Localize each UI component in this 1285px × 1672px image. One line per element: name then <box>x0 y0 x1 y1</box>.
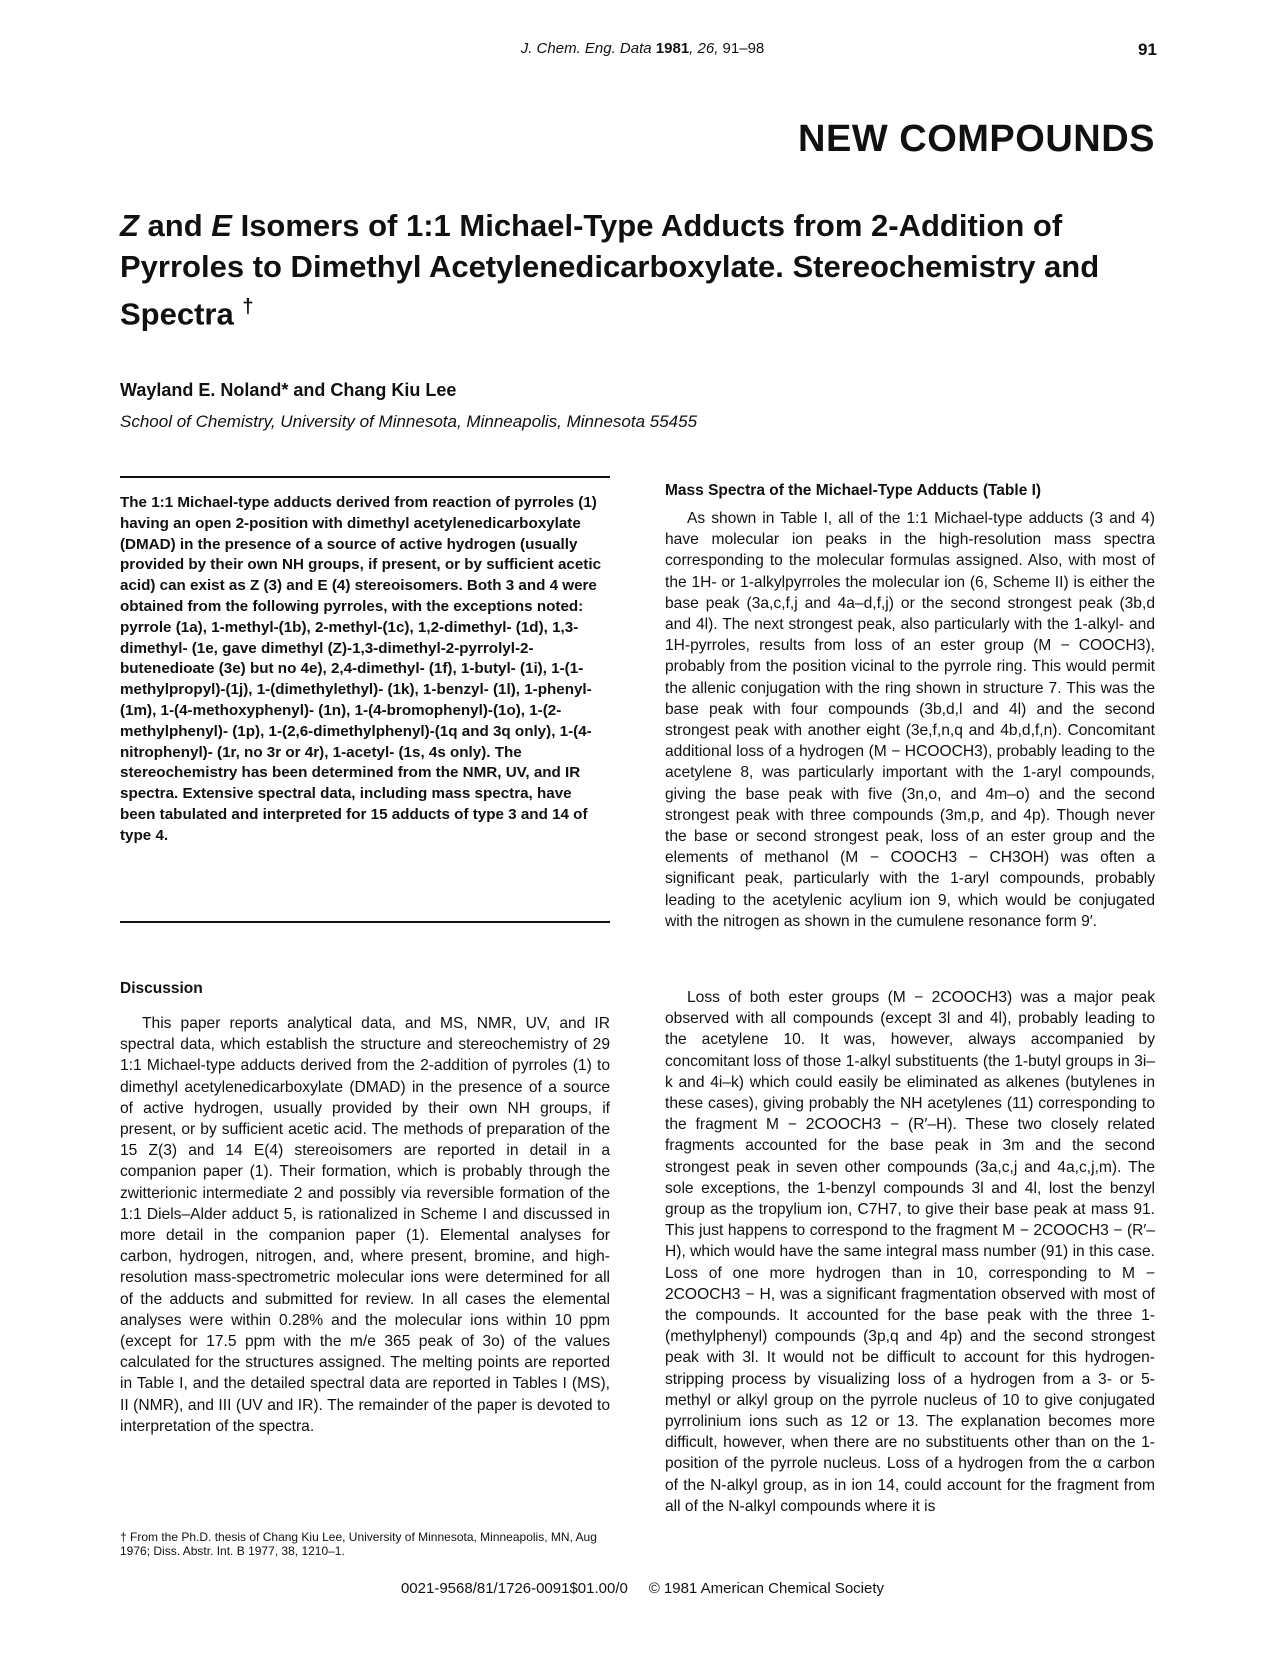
discussion-paragraph: This paper reports analytical data, and MS, NMR, UV, and IR spectral data, which establish the structure and stereochemistry of 29 1:1 Michael-type adducts derived from the 2-addition of pyrroles (1) to dimethyl acetylenedicarboxylate (DMAD) in the presence of a source of active hydrogen, usually provided by their own NH groups, if present, or by sufficient acetic acid. The methods of preparation of the 15 Z(3) and 14 E(4) stereoisomers are reported in detail in a companion paper (1). Their formation, which is probably through the zwitterionic intermediate 2 and possibly via reversible formation of the 1:1 Diels–Alder adduct 5, is rationalized in Scheme I and discussed in more detail in the companion paper (1). Elemental analyses for carbon, hydrogen, nitrogen, and, where present, bromine, and high-resolution mass-spectrometric molecular ions were determined for all of the adducts and submitted for review. In all cases the elemental analyses were within 0.28% and the molecular ions within 10 ppm (except for 17.5 ppm with the m/e 365 peak of 3o) of the values calculated for the structures assigned. The melting points are reported in Table I, and the detailed spectral data are reported in Tables I (MS), II (NMR), and III (UV and IR). The remainder of the paper is devoted to interpretation of the spectra. <box>120 1015 610 1435</box>
article-code: 0021-9568/81/1726-0091$01.00/0 <box>400 1580 628 1597</box>
journal-name: J. Chem. Eng. Data <box>520 40 652 57</box>
article-title <box>120 205 1160 334</box>
footnote: † From the Ph.D. thesis of Chang Kiu Lee, University of Minnesota, Minneapolis, MN, Aug 1976; Diss. Abstr. Int. B 1977, 38, 1210–1. <box>120 1530 597 1558</box>
abstract: The 1:1 Michael-type adducts derived from reaction of pyrroles (1) having an open 2-position with dimethyl acetylenedicarboxylate (DMAD) in the presence of a source of active hydrogen (usually provided by their own NH groups, if present, or by sufficient acetic acid) can exist as Z (3) and E (4) stereoisomers. Both 3 and 4 were obtained from the following pyrroles, with the exceptions noted: pyrrole (1a), 1-methyl-(1b), 2-methyl-(1c), 1,2-dimethyl- (1d), 1,3-dimethyl- (1e, gave dimethyl (Z)-1,3-dimethyl-2-pyrrolyl-2-butenedioate (3e) but no 4e), 2,4-dimethyl- (1f), 1-butyl- (1i), 1-(1-methylpropyl)-(1j), 1-(dimethylethyl)- (1k), 1-benzyl- (1l), 1-phenyl-(1m), 1-(4-methoxyphenyl)- (1n), 1-(4-bromophenyl)-(1o), 1-(2-methylphenyl)- (1p), 1-(2,6-dimethylphenyl)-(1q and 3q only), 1-(4-nitrophenyl)- (1r, no 3r or 4r), 1-acetyl- (1s, 4s only). The stereochemistry has been determined from the NMR, UV, and IR spectra. Extensive spectral data, including mass spectra, have been tabulated and interpreted for 15 adducts of type 3 and 14 of type 4. <box>120 494 602 844</box>
journal-pages: 91–98 <box>722 40 765 57</box>
page-number: 91 <box>1138 40 1157 59</box>
mass-spectra-paragraph-1: As shown in Table I, all of the 1:1 Michael-type adducts (3 and 4) have molecular ion peaks in the high-resolution mass spectra corresponding to the molecular formulas assigned. Also, with most of the 1H- or 1-alkylpyrroles the molecular ion (6, Scheme II) is either the base peak (3a,c,f,j and 4a–d,f,j) or the second strongest peak (3b,d and 4l). The next strongest peak, also particularly with the 1-alkyl- and 1H-pyrroles, results from loss of an ester group (M − COOCH3), probably from the position vicinal to the pyrrole ring. This would permit the allenic conjugation with the ring shown in structure 7. This was the base peak with four compounds (3b,d,l and 4l) and the second strongest peak with another eight (3e,f,n,q and 4b,d,f,n). Concomitant additional loss of a hydrogen (M − HCOOCH3), probably leading to the acetylene 8, was particularly important with the 1-aryl compounds, giving the base peak with five (3n,o, and 4m–o) and the second strongest peak with three compounds (3m,p, and 4p). Though never the base or second strongest peak, loss of an ester group and the elements of methanol (M − COOCH3 − CH3OH) was often a significant peak, particularly with the 1-aryl compounds, probably leading to the acetylenic acylium ion 9, which would be conjugated with the nitrogen as shown in the cumulene resonance form 9′. <box>665 510 1155 930</box>
bottom-line <box>0 1580 1285 1597</box>
copyright: © 1981 American Chemical Society <box>648 1580 885 1597</box>
abstract-top-rule <box>120 476 610 478</box>
title-rest: Isomers of 1:1 Michael-Type Adducts from 2-Addition of Pyrroles to Dimethyl Acetylenedicarboxylate. Stereochemistry and Spectra <box>120 208 1100 332</box>
mass-spectra-heading: Mass Spectra of the Michael-Type Adducts (Table I) <box>665 482 1042 499</box>
running-head: J. Chem. Eng. Data 1981, 26, 91–98 <box>520 40 765 57</box>
discussion-heading: Discussion <box>120 980 203 997</box>
mass-spectra-paragraph-2: Loss of both ester groups (M − 2COOCH3) was a major peak observed with all compounds (except 3l and 4l), probably leading to the acetylene 10. It was, however, always accompanied by concomitant loss of those 1-alkyl substituents (the 1-butyl groups in 3i–k and 4i–k) which could easily be eliminated as alkenes (butylenes in these cases), giving probably the NH acetylenes (11) corresponding to the fragment M − 2COOCH3 − (R′–H). These two closely related fragments accounted for the base peak in 3m and the second strongest peak in seven other compounds (3a,c,j and 4a,c,j,m). The sole exceptions, the 1-benzyl compounds 3l and 4l, lost the benzyl group as the tropylium ion, C7H7, to give their base peak at mass 91. This just happens to correspond to the fragment M − 2COOCH3 − (R′–H), which would have the same integral mass number (91) in this case. Loss of one more hydrogen than in 10, corresponding to M − 2COOCH3 − H, was a significant fragmentation observed with most of the compounds. It accounted for the base peak with the three 1-(methylphenyl) compounds (3p,q and 4p) and the second strongest peak with 3l. It would not be difficult to account for this hydrogen-stripping process by visualizing loss of a hydrogen from a 3- or 5-methyl or alkyl group on the pyrrole nucleus of 10 to give conjugated pyrrolinium ions such as 12 or 13. The explanation becomes more difficult, however, when there are no substituents other than on the 1-position of the pyrrole nucleus. Loss of a hydrogen from the α carbon of the N-alkyl group, as in ion 14, could account for the fragment from all of the N-alkyl compounds where it is <box>665 989 1155 1515</box>
affiliation: School of Chemistry, University of Minnesota, Minneapolis, Minnesota 55455 <box>120 412 698 431</box>
title-and: and <box>138 208 212 243</box>
title-dagger: † <box>242 296 254 318</box>
title-e: E <box>211 208 232 243</box>
journal-year: 1981 <box>655 40 690 57</box>
title-z: Z <box>120 208 139 243</box>
journal-volume: 26 <box>697 40 715 57</box>
section-banner: NEW COMPOUNDS <box>798 118 1155 160</box>
authors: Wayland E. Noland* and Chang Kiu Lee <box>120 380 457 400</box>
abstract-bottom-rule <box>120 921 610 923</box>
